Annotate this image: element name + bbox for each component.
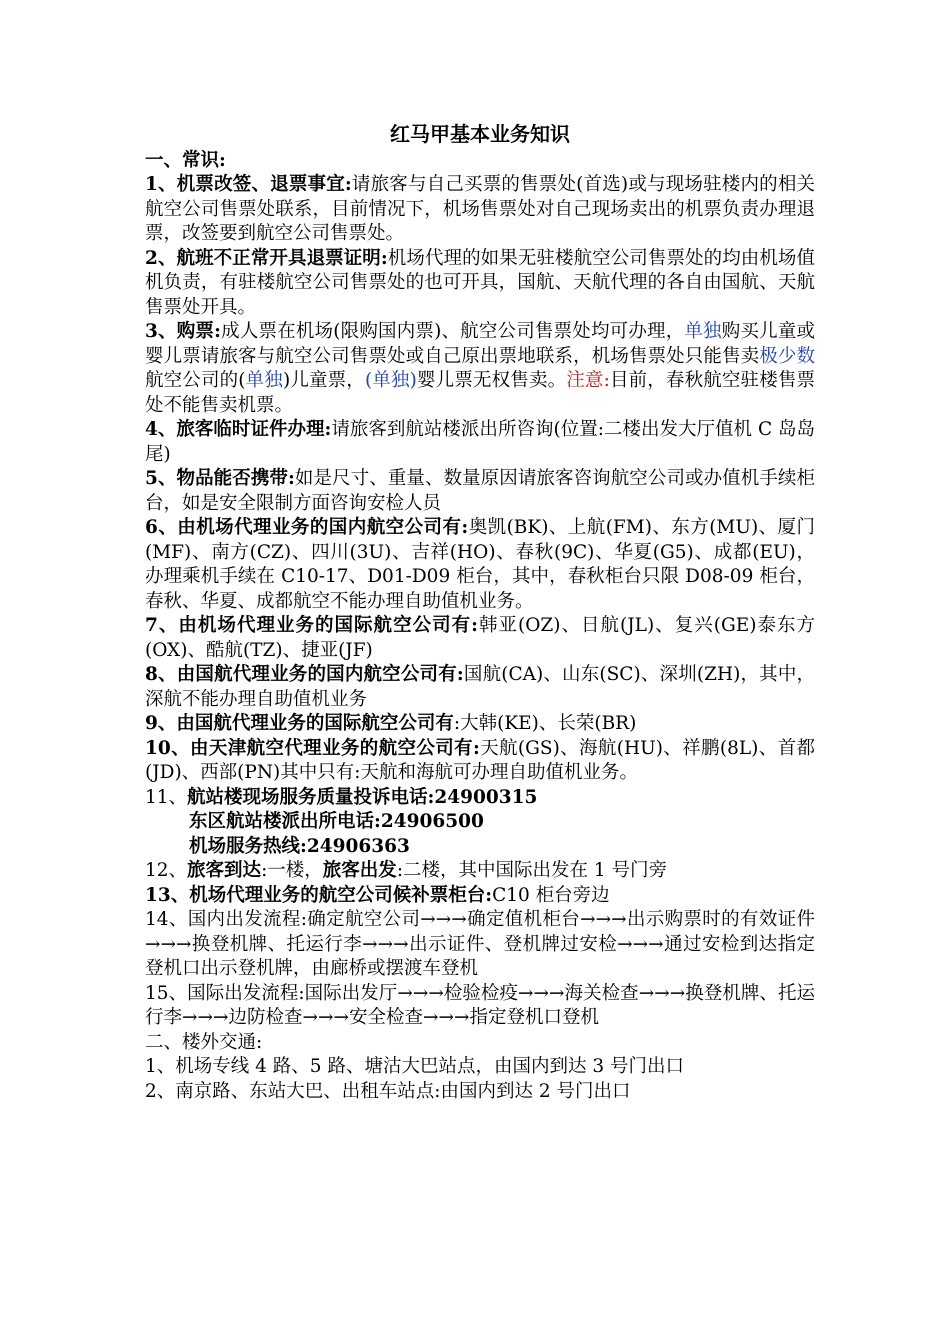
section-heading-transport: 二、楼外交通:	[145, 1031, 263, 1053]
item-label: 3、购票:	[145, 321, 221, 342]
item-1	[145, 173, 815, 247]
item-13	[145, 884, 815, 909]
highlight-text: 极少数	[759, 345, 815, 367]
item-text: 天航(GS)、海航(HU)、祥鹏(8L)、首都(JD)、西部(PN)其中只有:天航和海航可办理自助值机业务。	[145, 737, 816, 783]
item-text: 婴儿票无权售卖。	[416, 370, 567, 391]
item-label: 13、机场代理业务的航空公司候补票柜台:	[145, 884, 493, 906]
item-label: 8、由国航代理业务的国内航空公司有:	[145, 664, 464, 685]
item-text: 购买儿童或婴儿票请旅客与航空公司售票处或自己原出票地联系，机场售票处只能售卖	[145, 321, 815, 367]
phone-label: 机场服务热线:	[189, 835, 307, 857]
item-text: :一楼，	[261, 860, 323, 881]
phone-label: 航站楼现场服务质量投诉电话:	[187, 786, 435, 808]
item-text: 目前，春秋航空驻楼售票处不能售卖机票。	[145, 370, 816, 416]
item-label: 5、物品能否携带:	[145, 468, 295, 489]
item-text: 航空公司的(	[145, 370, 246, 391]
transport-item-1: 1、机场专线 4 路、5 路、塘沽大巴站点，由国内到达 3 号门出口	[145, 1056, 684, 1077]
item-10	[145, 737, 815, 786]
item-label: 2、航班不正常开具退票证明:	[145, 247, 388, 269]
item-11-line-3	[145, 835, 815, 860]
item-label: 4、旅客临时证件办理:	[145, 419, 332, 440]
item-prefix: 11、	[145, 786, 188, 808]
item-6	[145, 516, 815, 614]
document-title: 红马甲基本业务知识	[390, 122, 570, 146]
phone-label: 东区航站楼派出所电话:	[189, 811, 381, 832]
highlight-text: 单独	[684, 321, 722, 342]
item-label: 9、由国航代理业务的国际航空公司有	[145, 713, 454, 734]
item-text: 如是尺寸、重量、数量原因请旅客咨询航空公司或办值机手续柜台，如是安全限制方面咨询安检人员	[145, 468, 815, 514]
item-label: 旅客出发	[322, 860, 397, 881]
item-text: 成人票在机场(限购国内票)、航空公司售票处均可办理，	[220, 321, 685, 342]
item-label: 1、机票改签、退票事宜:	[145, 174, 352, 195]
item-5	[145, 467, 815, 516]
item-label: 10、由天津航空代理业务的航空公司有:	[145, 737, 480, 759]
phone-number: 24900315	[434, 786, 538, 808]
item-11	[145, 786, 815, 811]
phone-number: 24906363	[306, 835, 410, 857]
phone-number: 24906500	[380, 811, 484, 832]
document-page	[145, 122, 815, 1104]
item-12	[145, 859, 815, 884]
item-text: :大韩(KE)、长荣(BR)	[453, 713, 637, 734]
item-2	[145, 247, 815, 321]
highlight-text: (单独)	[364, 370, 417, 391]
item-text: 请旅客到航站楼派出所咨询(位置:二楼出发大厅值机 C 岛岛尾)	[145, 419, 816, 465]
item-15: 15、国际出发流程:国际出发厅→→→检验检疫→→→海关检查→→→换登机牌、托运行李→→→边防检查→→→安全检查→→→指定登机口登机	[145, 982, 815, 1028]
item-text: C10 柜台旁边	[492, 884, 610, 906]
item-8	[145, 663, 815, 712]
item-text: 韩亚(OZ)、日航(JL)、复兴(GE)泰东方(OX)、酷航(TZ)、捷亚(JF)	[145, 615, 815, 661]
transport-item-2: 2、南京路、东站大巴、出租车站点:由国内到达 2 号门出口	[145, 1080, 631, 1102]
item-11-line-2	[145, 810, 815, 835]
item-text: 请旅客与自己买票的售票处(首选)或与现场驻楼内的相关航空公司售票处联系，目前情况下，机场售票处对自己现场卖出的机票负责办理退票，改签要到航空公司售票处。	[145, 174, 816, 244]
item-text: 机场代理的如果无驻楼航空公司售票处的均由机场值机负责，有驻楼航空公司售票处的也可开具，国航、天航代理的各自由国航、天航售票处开具。	[145, 247, 815, 318]
item-14: 14、国内出发流程:确定航空公司→→→确定值机柜台→→→出示购票时的有效证件→→→换登机牌、托运行李→→→出示证件、登机牌过安检→→→通过安检到达指定登机口出示登机牌，由廊桥或摆渡车登机	[145, 909, 815, 979]
item-label: 旅客到达	[187, 860, 262, 881]
note-label: 注意:	[566, 370, 610, 391]
item-3	[145, 320, 815, 418]
item-text: )儿童票，	[282, 370, 365, 391]
section-heading-common: 一、常识:	[145, 149, 226, 171]
item-4	[145, 418, 815, 467]
item-prefix: 12、	[145, 860, 188, 881]
item-7	[145, 614, 815, 663]
item-text: 奥凯(BK)、上航(FM)、东方(MU)、厦门(MF)、南方(CZ)、四川(3U)、吉祥(HO)、春秋(9C)、华夏(G5)、成都(EU)，办理乘机手续在 C10-17、D01-D09 柜台，其中，春秋柜台只限 D08-09 柜台，春秋、华夏、成都航空不能办理自助值机业务。	[145, 517, 815, 612]
item-text: 国航(CA)、山东(SC)、深圳(ZH)，其中，深航不能办理自助值机业务	[145, 664, 816, 710]
item-9	[145, 712, 815, 737]
highlight-text: 单独	[245, 370, 283, 391]
item-text: :二楼，其中国际出发在 1 号门旁	[396, 860, 668, 881]
item-label: 6、由机场代理业务的国内航空公司有:	[145, 517, 469, 538]
item-label: 7、由机场代理业务的国际航空公司有:	[145, 615, 478, 636]
